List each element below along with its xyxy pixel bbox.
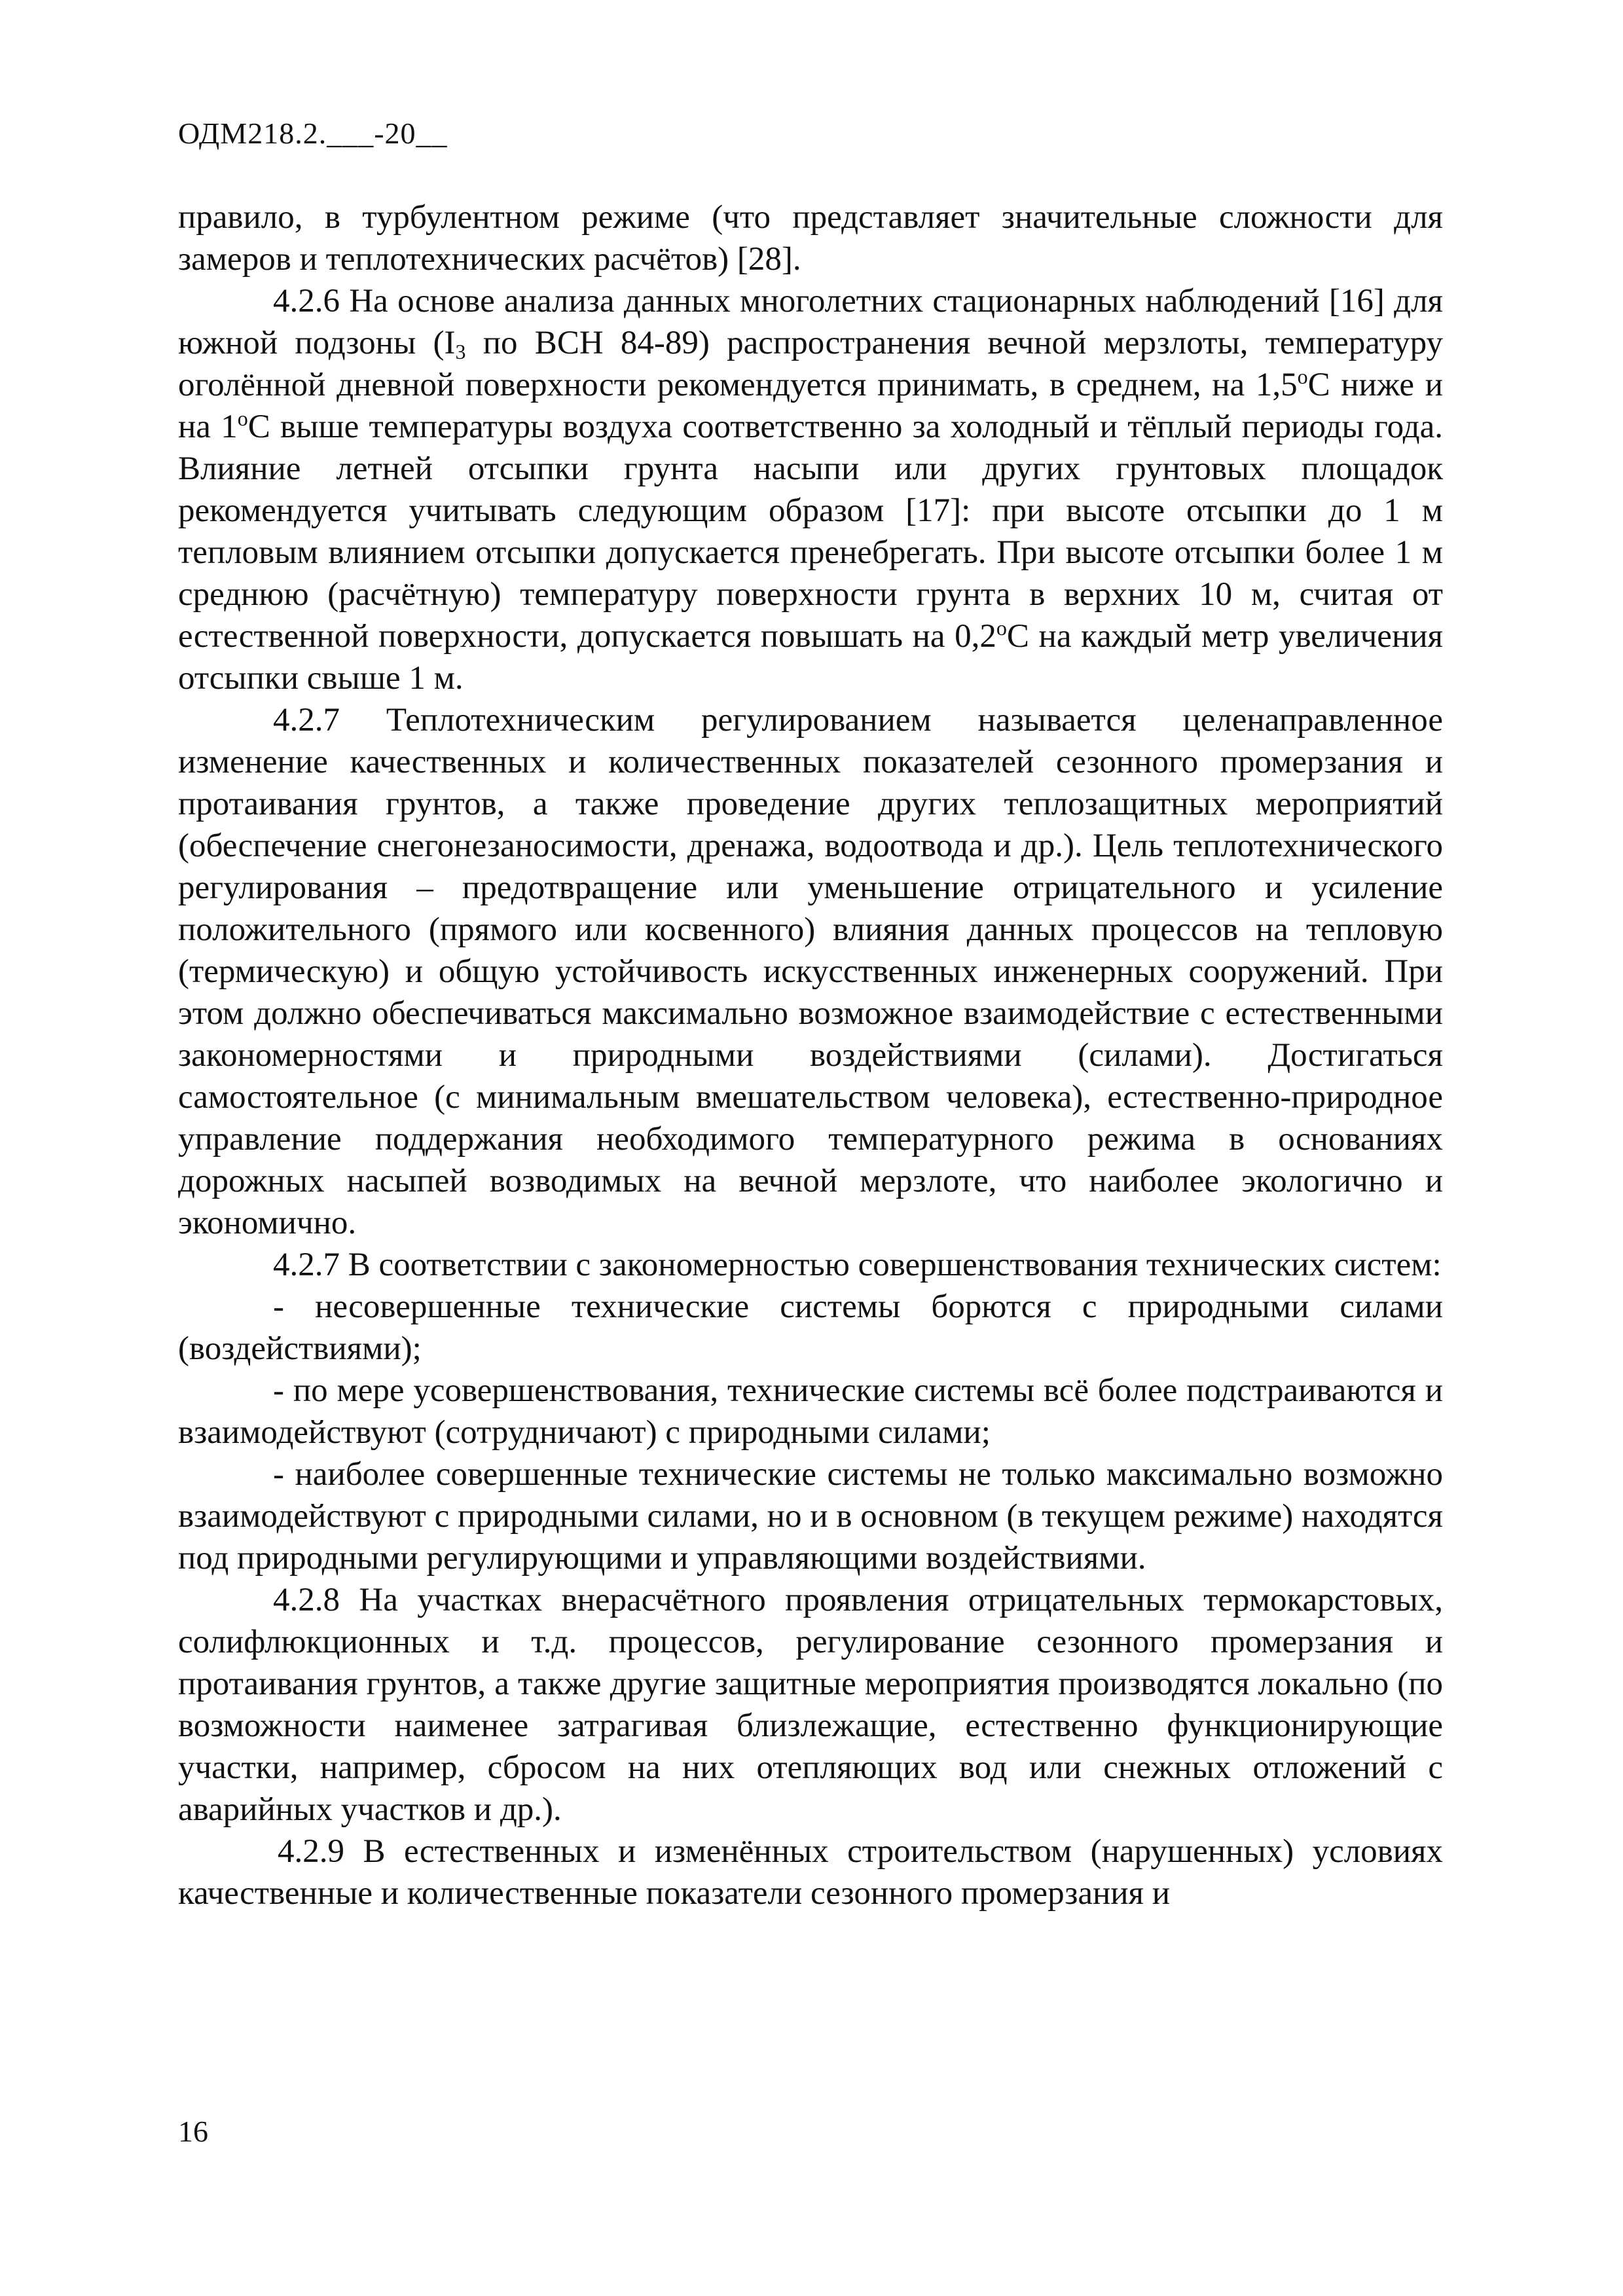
paragraph-text: С на каждый метр увеличения отсыпки свыше 1 м. [178, 618, 1443, 697]
degree-superscript: о [996, 616, 1007, 640]
paragraph-text: С выше температуры воздуха соответственно за холодный и тёплый периоды года. Влияние летней отсыпки грунта насыпи или других грунтовых площадок рекомендуется учитывать следующим образом [17]: при высоте отсыпки до 1 м тепловым влиянием отсыпки допускается пренебрегать. При высоте отсыпки более 1 м среднюю (расчётную) температуру поверхности грунта в верхних 10 м, считая от естественной поверхности, допускается повышать на 0,2 [178, 409, 1443, 655]
document-body [178, 196, 1443, 1914]
list-item-imperfect-systems: - несовершенные технические системы борются с природными силами (воздействиями); [178, 1288, 1443, 1367]
paragraph-4-2-9: 4.2.9 В естественных и изменённых строительством (нарушенных) условиях качественные и количественные показатели сезонного промерзания и [178, 1833, 1443, 1912]
page-number: 16 [178, 2115, 208, 2148]
paragraph-text: по ВСН 84-89) распространения вечной мерзлоты, температуру оголённой дневной поверхности рекомендуется принимать, в среднем, на 1,5 [178, 325, 1443, 403]
paragraph-text: С ниже и на 1 [178, 367, 1443, 445]
paragraph-text: 4.2.6 На основе анализа данных многолетних стационарных наблюдений [16] для южной подзоны (I [178, 283, 1443, 361]
document-header: ОДМ218.2.___-20__ [178, 117, 448, 150]
paragraph-continuation: правило, в турбулентном режиме (что представляет значительные сложности для замеров и теплотехнических расчётов) [28]. [178, 199, 1443, 278]
subscript: 3 [455, 340, 466, 363]
paragraph-4-2-8: 4.2.8 На участках внерасчётного проявления отрицательных термокарстовых, солифлюкционных и т.д. процессов, регулирование сезонного промерзания и протаивания грунтов, а также другие защитные мероприятия производятся локально (по возможности наименее затрагивая близлежащие, естественно функционирующие участки, например, сбросом на них отепляющих вод или снежных отложений с аварийных участков и др.). [178, 1582, 1443, 1828]
list-item-improving-systems: - по мере усовершенствования, технические системы всё более подстраиваются и взаимодействуют (сотрудничают) с природными силами; [178, 1372, 1443, 1451]
list-item-perfect-systems: - наиболее совершенные технические системы не только максимально возможно взаимодействуют с природными силами, но и в основном (в текущем режиме) находятся под природными регулирующими и управляющими воздействиями. [178, 1456, 1443, 1576]
degree-superscript: о [1297, 365, 1308, 388]
paragraph-4-2-6 [178, 280, 1443, 699]
paragraph-4-2-7-definition: 4.2.7 Теплотехническим регулированием называется целенаправленное изменение качественных и количественных показателей сезонного промерзания и протаивания грунтов, а также проведение других теплозащитных мероприятий (обеспечение снегонезаносимости, дренажа, водоотвода и др.). Цель теплотехнического регулирования – предотвращение или уменьшение отрицательного и усиление положительного (прямого или косвенного) влияния данных процессов на тепловую (термическую) и общую устойчивость искусственных инженерных сооружений. При этом должно обеспечиваться максимально возможное взаимодействие с естественными закономерностями и природными воздействиями (силами). Достигаться самостоятельное (с минимальным вмешательством человека), естественно-природное управление поддержания необходимого температурного режима в основаниях дорожных насыпей возводимых на вечной мерзлоте, что наиболее экологично и экономично. [178, 702, 1443, 1241]
paragraph-4-2-7-systems: 4.2.7 В соответствии с закономерностью совершенствования технических систем: [273, 1247, 1442, 1283]
degree-superscript: о [237, 407, 248, 430]
